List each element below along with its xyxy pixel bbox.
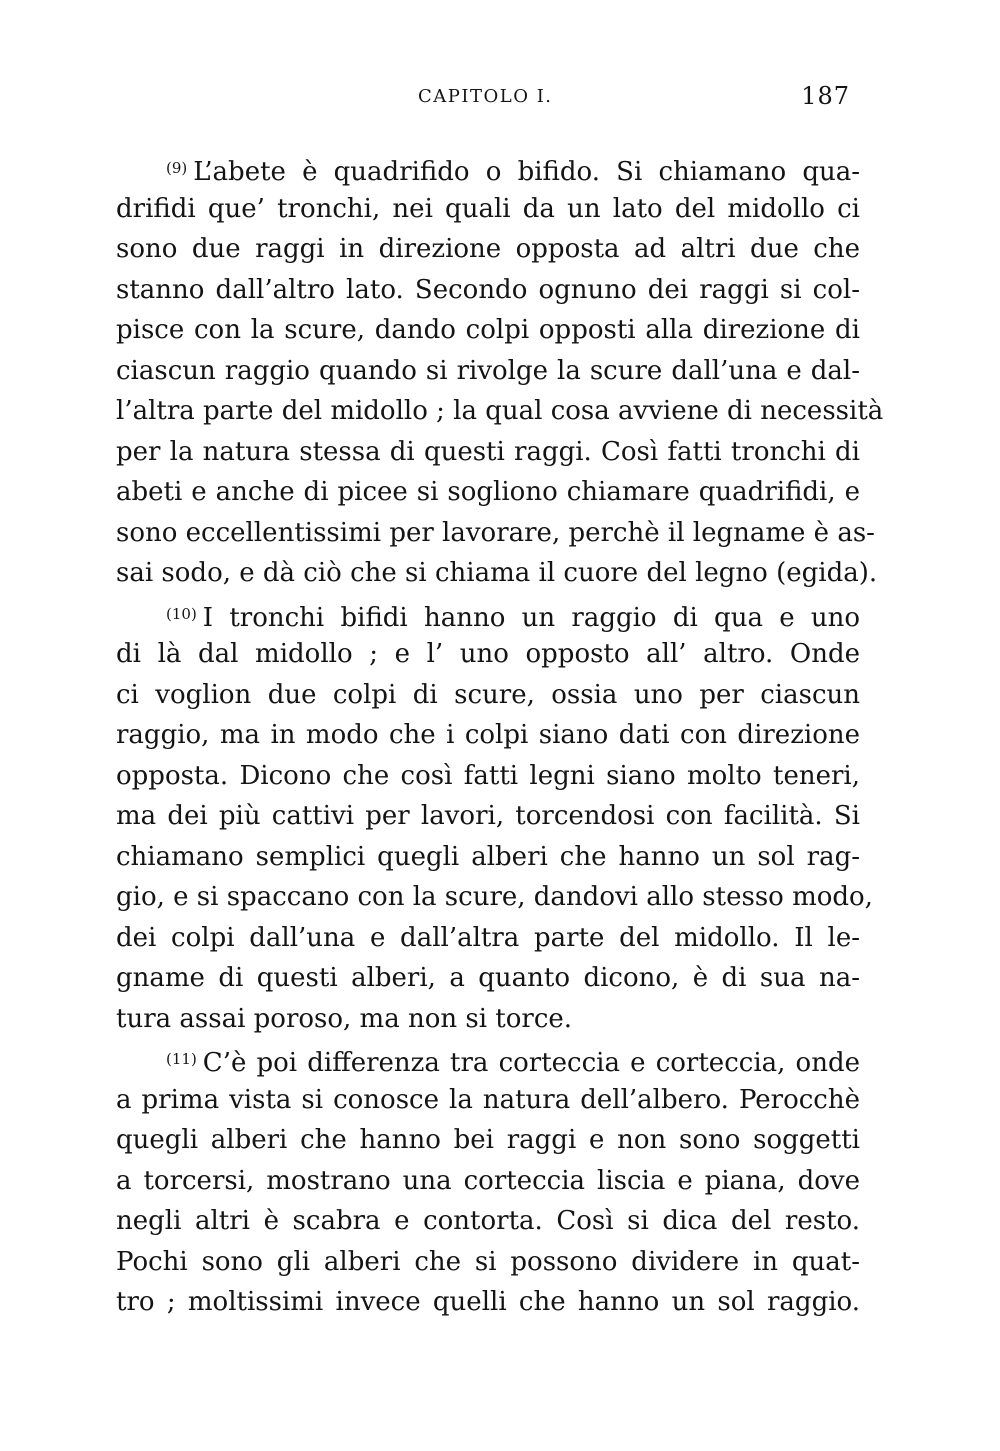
text-line: sono due raggi in direzione opposta ad altri due che	[116, 234, 860, 264]
text-line: $^{(9)}$ L’abete è quadrifido o bifido. Si chiamano qua-	[166, 157, 860, 187]
text-line: sai sodo, e dà ciò che si chiama il cuore del legno (egida).	[116, 558, 878, 588]
text-line: raggio, ma in modo che i colpi siano dati con direzione	[116, 720, 860, 750]
note-marker: (10)	[166, 604, 197, 623]
running-title: CAPITOLO I.	[418, 86, 553, 107]
text-line: per la natura stessa di questi raggi. Così fatti tronchi di	[116, 436, 860, 467]
text-line: $^{(10)}$ I tronchi bifidi hanno un raggio di qua e uno	[166, 602, 860, 633]
text-line: abeti e anche di picee si sogliono chiamare quadrifidi, e	[116, 477, 860, 507]
text-line: a prima vista si conosce la natura dell’albero. Perocchè	[116, 1084, 860, 1115]
text-line: opposta. Dicono che così fatti legni siano molto teneri,	[116, 760, 860, 791]
text-line: dei colpi dall’una e dall’altra parte del midollo. Il le-	[116, 922, 860, 953]
note-10	[116, 594, 873, 1040]
text-line: gname di questi alberi, a quanto dicono, è di sua na-	[116, 963, 860, 993]
text-line: quegli alberi che hanno bei raggi e non sono soggetti	[116, 1125, 860, 1155]
text-line: ma dei più cattivi per lavori, torcendosi con facilità. Si	[116, 801, 860, 831]
text-line: pisce con la scure, dando colpi opposti alla direzione di	[116, 315, 860, 345]
text-line: gio, e si spaccano con la scure, dandovi allo stesso modo,	[116, 882, 873, 912]
text-line: sono eccellentissimi per lavorare, perchè il legname è as-	[116, 517, 875, 548]
text-line: di là dal midollo ; e l’ uno opposto all’ altro. Onde	[116, 639, 860, 669]
text-line: Pochi sono gli alberi che si possono dividere in quat-	[116, 1246, 860, 1277]
text-line: stanno dall’altro lato. Secondo ognuno dei raggi si col-	[116, 274, 860, 305]
page-number: 187	[801, 82, 850, 110]
text-line: ci voglion due colpi di scure, ossia uno per ciascun	[116, 679, 860, 710]
note-marker: (9)	[166, 159, 188, 177]
note-11	[116, 1039, 860, 1323]
page-header	[110, 82, 850, 116]
text-line: negli altri è scabra e contorta. Così si dica del resto.	[116, 1206, 860, 1236]
note-marker: (11)	[166, 1050, 197, 1068]
text-line: drifidi que’ tronchi, nei quali da un lato del midollo ci	[116, 193, 860, 224]
note-9	[116, 148, 884, 594]
body-text	[116, 148, 884, 1323]
text-line: tura assai poroso, ma non si torce.	[116, 1003, 573, 1034]
text-line: a torcersi, mostrano una corteccia liscia e piana, dove	[116, 1165, 860, 1196]
text-line: chiamano semplici quegli alberi che hanno un sol rag-	[116, 841, 860, 872]
text-line: tro ; moltissimi invece quelli che hanno un sol raggio.	[116, 1287, 860, 1317]
text-line: $^{(11)}$ C’è poi differenza tra corteccia e corteccia, onde	[166, 1048, 860, 1078]
text-line: l’altra parte del midollo ; la qual cosa avviene di necessità	[116, 396, 884, 426]
text-line: ciascun raggio quando si rivolge la scure dall’una e dal-	[116, 355, 860, 386]
